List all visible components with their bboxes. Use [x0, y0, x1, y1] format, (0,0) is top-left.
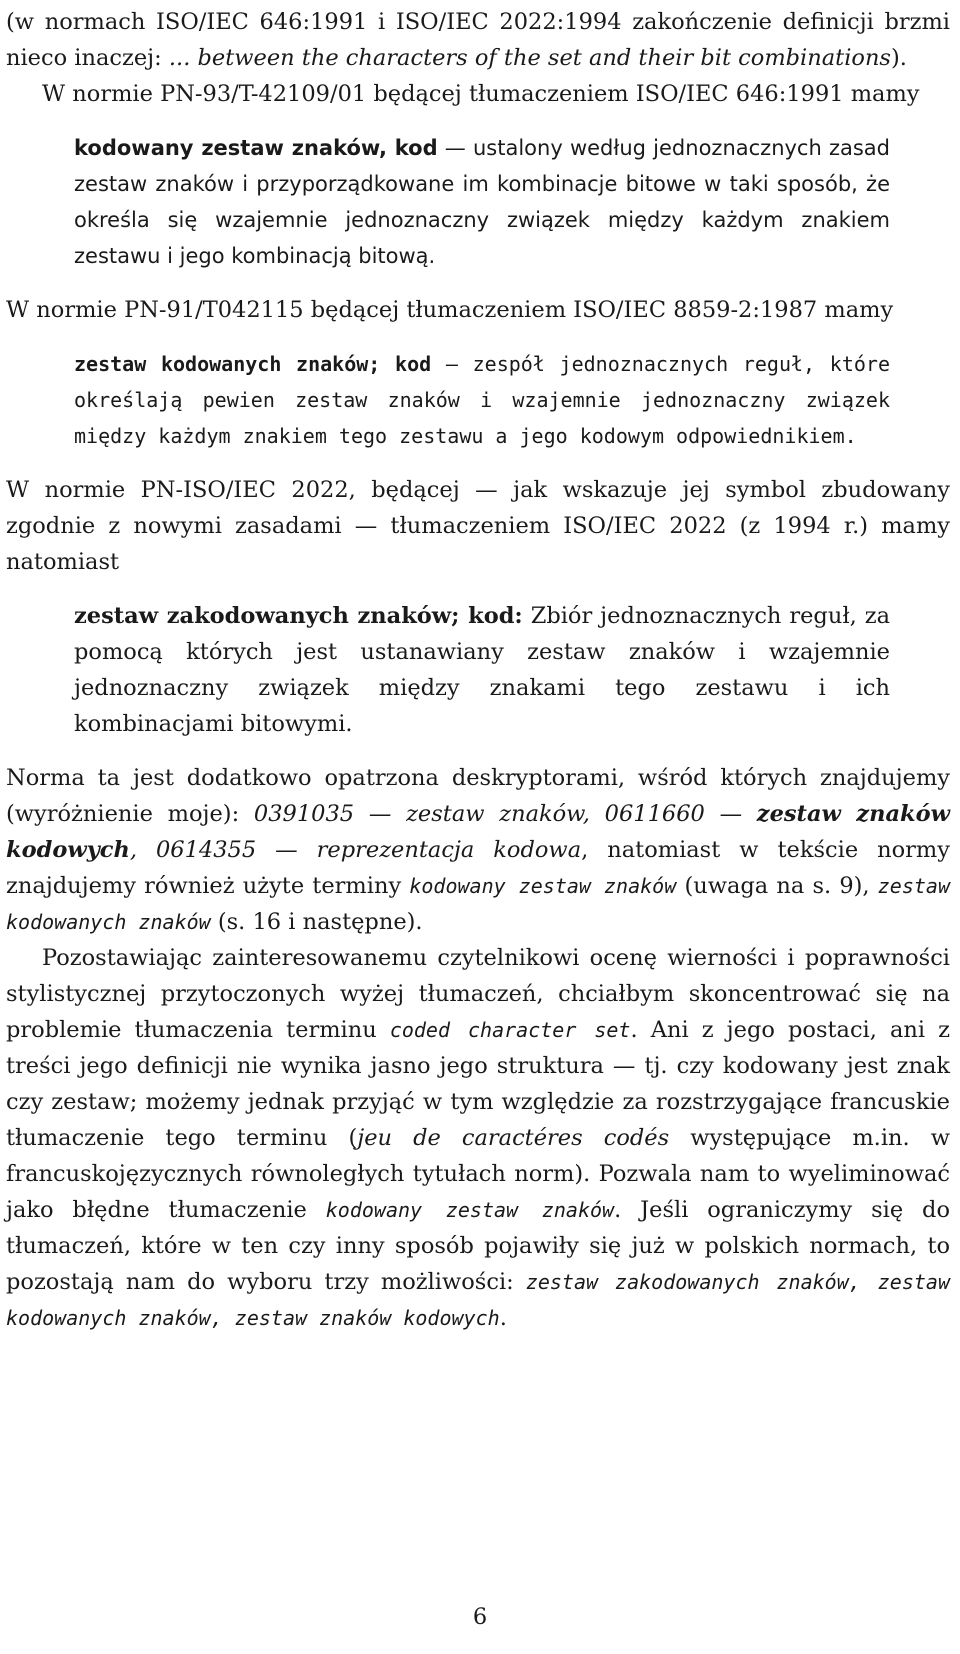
definition-term: kodowany zestaw znaków, kod — [74, 136, 438, 160]
document-page — [6, 0, 950, 1336]
paragraph-descriptors: Norma ta jest dodatkowo opatrzona deskryptorami, wśród których znajdujemy (wyróżnienie moje): 0391035 — zestaw znaków, 0611660 — zestaw znaków kodowych, 0614355 — reprezentacja kodowa, natomiast w tekście normy znajdujemy również użyte terminy kodowany zestaw znaków (uwaga na s. 9), zestaw kodowanych znaków (s. 16 i następne). — [6, 765, 950, 935]
paragraph-pn91: W normie PN-91/T042115 będącej tłumaczeniem ISO/IEC 8859-2:1987 mamy — [6, 297, 894, 323]
definition-term: zestaw zakodowanych znaków; kod: — [74, 603, 523, 629]
paragraph-intro: (w normach ISO/IEC 646:1991 i ISO/IEC 2022:1994 zakończenie definicji brzmi nieco inaczej: ... between the characters of the set and their bit combinations). — [6, 9, 950, 71]
paragraph-pn-iso-iec-2022: W normie PN-ISO/IEC 2022, będącej — jak wskazuje jej symbol zbudowany zgodnie z nowymi zasadami — tłumaczeniem ISO/IEC 2022 (z 1994 r.) mamy natomiast — [6, 477, 950, 575]
paragraph-pn93: W normie PN-93/T-42109/01 będącej tłumaczeniem ISO/IEC 646:1991 mamy — [42, 81, 920, 107]
definition-quote-pn91: zestaw kodowanych znaków; kod — zespół jednoznacznych reguł, które określają pewien zestaw znaków i wzajemnie jednoznaczny związek między każdym znakiem tego zestawu a jego kodowym odpowiednikiem. — [74, 352, 890, 448]
paragraph-analysis: Pozostawiając zainteresowanemu czytelnikowi ocenę wierności i poprawności stylistycznej przytoczonych wyżej tłumaczeń, chciałbym skoncentrować się na problemie tłumaczenia terminu coded character set. Ani z jego postaci, ani z treści jego definicji nie wynika jasno jego struktura — tj. czy kodowany jest znak czy zestaw; możemy jednak przyjąć w tym względzie za rozstrzygające francuskie tłumaczenie tego terminu (jeu de caractéres codés występujące m.in. w francuskojęzycznych równoległych tytułach norm). Pozwala nam to wyeliminować jako błędne tłumaczenie kodowany zestaw znaków. Jeśli ograniczymy się do tłumaczeń, które w ten czy inny sposób pojawiły się już w polskich normach, to pozostają nam do wyboru trzy możliwości: zestaw zakodowanych znaków, zestaw kodowanych znaków, zestaw znaków kodowych. — [6, 945, 951, 1331]
definition-quote-pn93: kodowany zestaw znaków, kod — ustalony według jednoznacznych zasad zestaw znaków i przyporządkowane im kombinacje bitowe w taki sposób, że określa się wzajemnie jednoznaczny związek między każdym znakiem zestawu i jego kombinacją bitową. — [74, 136, 891, 268]
page-number: 6 — [472, 1604, 488, 1630]
definition-term: zestaw kodowanych znaków; kod — [74, 352, 432, 376]
definition-quote-pn-iso-iec-2022: zestaw zakodowanych znaków; kod: Zbiór jednoznacznych reguł, za pomocą których jest ustanawiany zestaw znaków i wzajemnie jednoznaczny związek między znakami tego zestawu i ich kombinacjami bitowymi. — [74, 603, 890, 737]
